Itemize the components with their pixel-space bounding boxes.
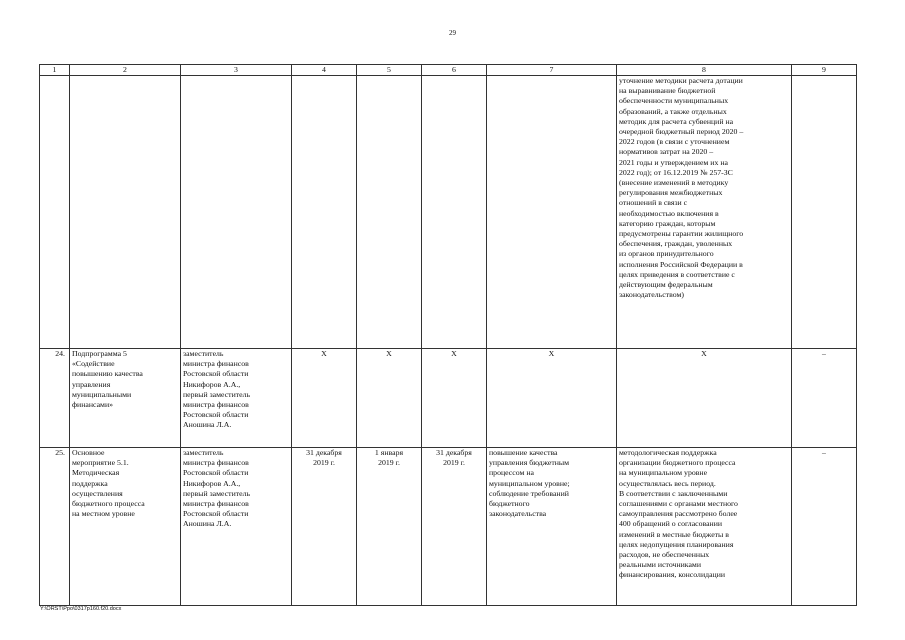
actual-start-date: 1 января 2019 г. — [357, 448, 422, 606]
column-header: 7 — [487, 65, 617, 76]
planned-end-date: X — [292, 349, 357, 448]
column-header: 3 — [181, 65, 292, 76]
activity-name — [70, 76, 181, 349]
column-header: 5 — [357, 65, 422, 76]
table-row — [40, 76, 857, 349]
planned-results: X — [487, 349, 617, 448]
column-header: 1 — [40, 65, 70, 76]
responsible-person: заместитель министра финансов Ростовской области Никифоров А.А., первый заместитель министра финансов Ростовской области Аношина Л.А. — [181, 448, 292, 606]
reasons-not-implemented: – — [792, 448, 857, 606]
column-header: 8 — [617, 65, 792, 76]
column-header: 4 — [292, 65, 357, 76]
actual-results: методологическая поддержка организации бюджетного процесса на муниципальном уровне осуществлялась весь период. В соответствии с заключенными соглашениями с органами местного самоуправления рассмотрено более 400 обращений о согласовании изменений в местные бюджеты в целях недопущения планирования расходов, не обеспеченных реальными источниками финансирования, консолидации — [617, 448, 792, 606]
actual-start-date — [357, 76, 422, 349]
actual-results: уточнение методики расчета дотации на выравнивание бюджетной обеспеченности муниципальных образований, а также отдельных методик для расчета субвенций на очередной бюджетный период 2020 – 2022 годов (в связи с уточнением нормативов затрат на 2020 – 2021 годы и утверждением их на 2022 год); от 16.12.2019 № 257-ЗС (внесение изменений в методику регулирования межбюджетных отношений в связи с необходимостью включения в категорию граждан, которым предусмотрены гарантии жилищного обеспечения, граждан, уволенных из органов принудительного исполнения Российской Федерации в целях приведения в соответствие с действующим федеральным законодательством) — [617, 76, 792, 349]
actual-end-date — [422, 76, 487, 349]
responsible-person — [181, 76, 292, 349]
planned-results: повышение качества управления бюджетным процессом на муниципальном уровне; соблюдение требований бюджетного законодательства — [487, 448, 617, 606]
column-header: 6 — [422, 65, 487, 76]
table-row — [40, 448, 857, 606]
planned-end-date: 31 декабря 2019 г. — [292, 448, 357, 606]
row-number: 24. — [40, 349, 70, 448]
document-path-footer: Y:\ORST\Ppo\0317p160.f20.docx — [40, 606, 122, 612]
responsible-person: заместитель министра финансов Ростовской области Никифоров А.А., первый заместитель министра финансов Ростовской области Аношина Л.А. — [181, 349, 292, 448]
reasons-not-implemented — [792, 76, 857, 349]
table-row — [40, 349, 857, 448]
activity-name: Основное мероприятие 5.1. Методическая поддержка осуществления бюджетного процесса на местном уровне — [70, 448, 181, 606]
report-table — [39, 64, 857, 606]
page-number: 29 — [449, 29, 456, 37]
reasons-not-implemented: – — [792, 349, 857, 448]
planned-results — [487, 76, 617, 349]
planned-end-date — [292, 76, 357, 349]
actual-results: X — [617, 349, 792, 448]
actual-end-date: X — [422, 349, 487, 448]
actual-end-date: 31 декабря 2019 г. — [422, 448, 487, 606]
header-row — [40, 65, 857, 76]
activity-name: Подпрограмма 5 «Содействие повышению качества управления муниципальными финансами» — [70, 349, 181, 448]
row-number: 25. — [40, 448, 70, 606]
row-number — [40, 76, 70, 349]
column-header: 2 — [70, 65, 181, 76]
column-header: 9 — [792, 65, 857, 76]
actual-start-date: X — [357, 349, 422, 448]
